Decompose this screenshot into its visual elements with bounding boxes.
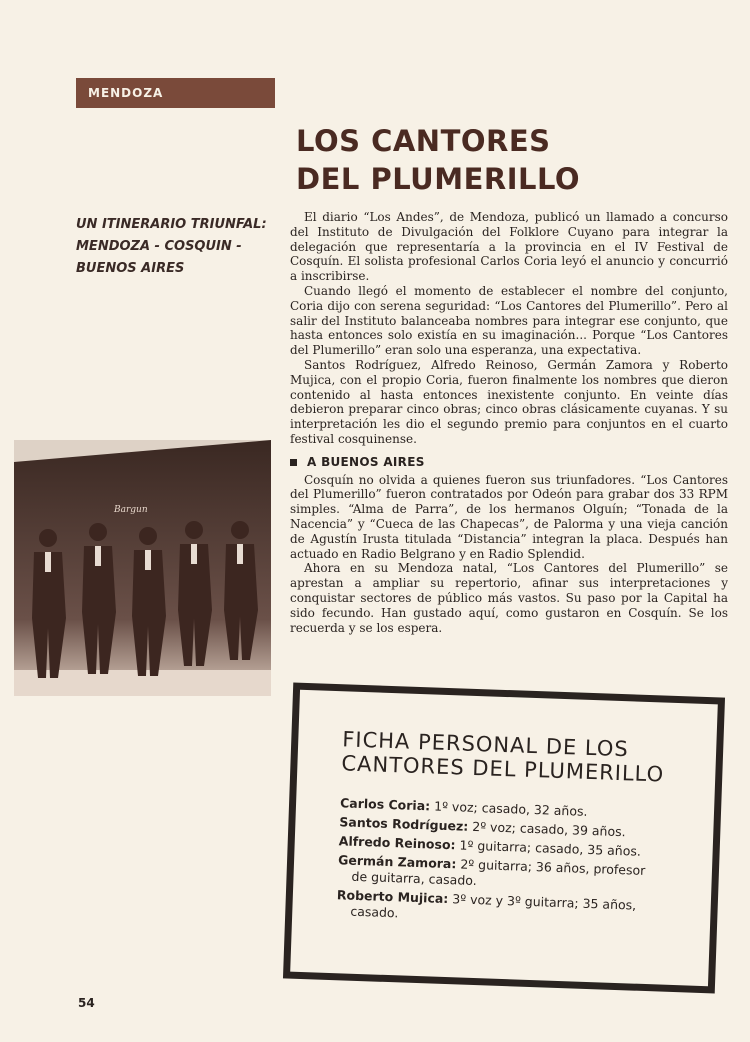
subtitle-line: MENDOZA - COSQUIN - (76, 239, 242, 254)
member-name: Carlos Coria: (339, 795, 431, 814)
paragraph: Cuando llegó el momento de establecer el nombre del conjunto, Coria dijo con serena seguridad: “Los Cantores del Plumerillo”. Pero al salir del Instituto balanceaba nombres para integrar ese conjunto, que hasta entonces solo existía en su imaginación... Porque “Los Cantores del Plumerillo” eran solo una esperanza, una expectativa. (290, 283, 728, 358)
card-title (341, 727, 665, 786)
paragraph: Cosquín no olvida a quienes fueron sus triunfadores. “Los Cantores del Plumerillo” fueron contratados por Odeón para grabar dos 33 RPM simples. “Alma de Parra”, de los hermanos Olguín; “Tonada de la Nacencia” y “Cueca de las Chapecas”, de Palorma y una vieja canción de Agustín Irusta titulada “Distancia” integran la placa. Después han actuado en Radio Belgrano y en Radio Splendid. (290, 472, 728, 561)
card-title-line: CANTORES DEL PLUMERILLO (341, 751, 665, 787)
member-name: Santos Rodríguez: (339, 814, 469, 834)
personal-info-card (283, 683, 725, 994)
member-detail: 1º voz; casado, 32 años. (433, 798, 588, 819)
paragraph: El diario “Los Andes”, de Mendoza, publicó un llamado a concurso del Instituto de Divulgación del Folklore Cuyano para integrar la delegación que representaría a la provincia en el IV Festival de Cosquín. El solista profesional Carlos Coria leyó el anuncio y concurrió a inscribirse. (290, 210, 728, 284)
sign-text: Bargun (114, 505, 148, 515)
paragraph: Santos Rodríguez, Alfredo Reinoso, Germán Zamora y Roberto Mujica, con el propio Coria, fueron finalmente los nombres que dieron contenido al hasta entonces inexistente conjunto. En veinte días debieron preparar cinco obras; cinco obras clásicamente cuyanas. Y su interpretación les dio el segundo premio para conjuntos en el cuarto festival cosquinense. (290, 357, 728, 446)
member-detail-cont: de guitarra, casado. (351, 868, 477, 889)
subtitle-line: BUENOS AIRES (76, 261, 185, 276)
member-detail: 1º guitarra; casado, 35 años. (459, 837, 642, 859)
article-subtitle (76, 214, 276, 280)
member-detail: 2º guitarra; 36 años, profesor (460, 856, 646, 878)
group-photo-image (14, 440, 271, 696)
title-line: LOS CANTORES (296, 124, 551, 158)
section-heading-text: A BUENOS AIRES (307, 454, 425, 469)
title-line: DEL PLUMERILLO (296, 162, 581, 196)
paragraph: Ahora en su Mendoza natal, “Los Cantores del Plumerillo” se aprestan a ampliar su repertorio, afinar sus interpretaciones y conquistar sectores de público más vastos. Su paso por la Capital ha sido fecundo. Han gustado aquí, como gustaron en Cosquín. Se los recuerda y se los espera. (290, 561, 728, 635)
member-detail: 2º voz; casado, 39 años. (472, 818, 626, 840)
subtitle-line: UN ITINERARIO TRIUNFAL: (76, 217, 267, 232)
member-name: Roberto Mujica: (336, 887, 449, 907)
members-list (336, 795, 700, 934)
square-bullet-icon (290, 459, 297, 466)
page-number: 54 (78, 996, 95, 1010)
member-detail-cont: casado. (350, 903, 399, 921)
member-detail: 3º voz y 3º guitarra; 35 años, (452, 891, 637, 913)
article-body (290, 210, 728, 635)
member-name: Germán Zamora: (337, 852, 457, 872)
group-photo (14, 440, 271, 696)
article-title (296, 122, 580, 198)
card-title-line: FICHA PERSONAL DE LOS (341, 727, 630, 762)
section-heading (290, 455, 728, 470)
section-tag: MENDOZA (76, 78, 275, 108)
member-name: Alfredo Reinoso: (338, 833, 456, 853)
